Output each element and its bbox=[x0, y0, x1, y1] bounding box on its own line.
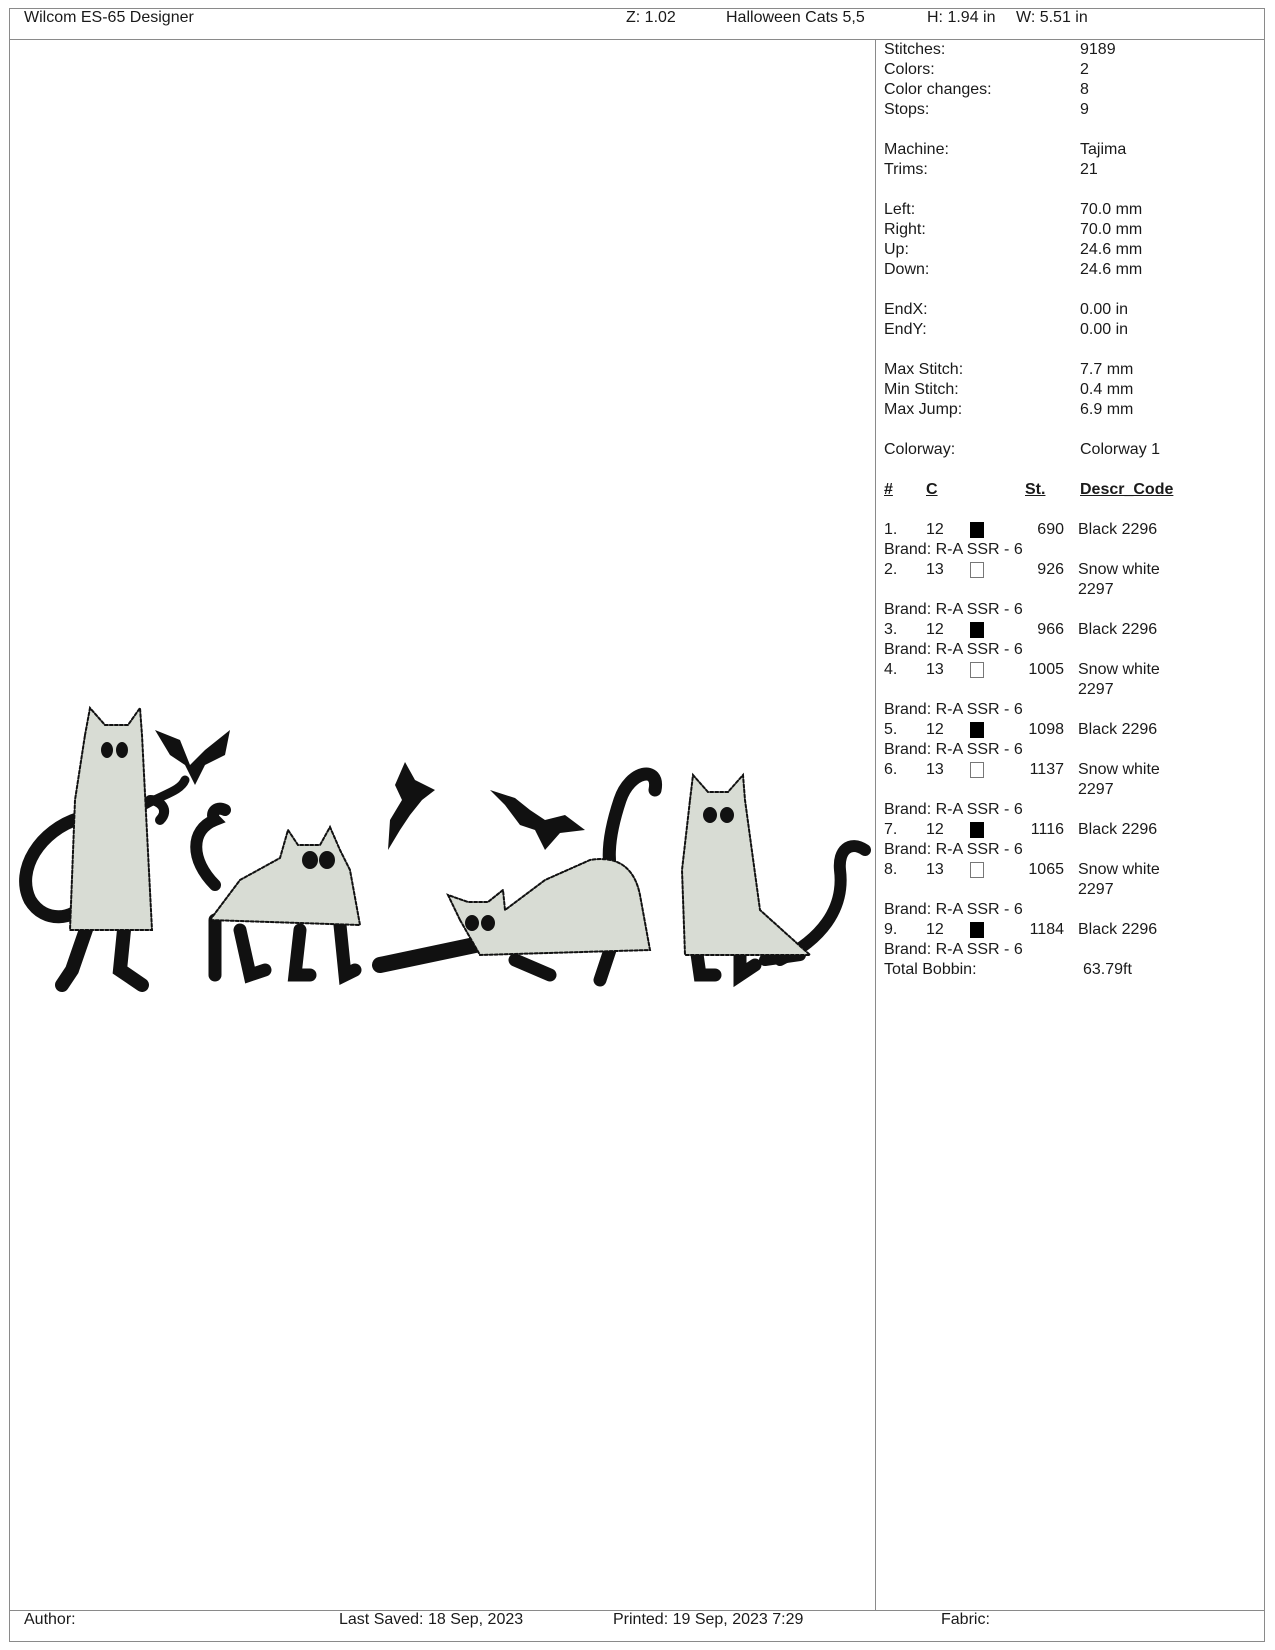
thread-swatch bbox=[970, 822, 984, 838]
design-height: H: 1.94 in bbox=[927, 9, 996, 26]
color-row-8: 8. 13 1065 Snow white bbox=[884, 861, 1160, 878]
descr-code-8: 2297 bbox=[1078, 881, 1114, 898]
color-table-header: # C St. Descr_Code bbox=[884, 481, 1174, 498]
ghost-cat-4 bbox=[682, 775, 865, 975]
brand-row-2: Brand: R-A SSR - 6 bbox=[884, 601, 1023, 618]
brand-row-6: Brand: R-A SSR - 6 bbox=[884, 801, 1023, 818]
embroidery-artwork bbox=[10, 40, 875, 1610]
ghost-cat-2 bbox=[196, 809, 360, 975]
bats bbox=[155, 730, 585, 850]
color-row-9: 9. 12 1184 Black 2296 bbox=[884, 921, 1158, 938]
footer-author: Author: bbox=[24, 1611, 76, 1628]
thread-swatch bbox=[970, 722, 984, 738]
color-row-5: 5. 12 1098 Black 2296 bbox=[884, 721, 1158, 738]
brand-row-3: Brand: R-A SSR - 6 bbox=[884, 641, 1023, 658]
design-width: W: 5.51 in bbox=[1016, 9, 1088, 26]
footer-printed: Printed: 19 Sep, 2023 7:29 bbox=[613, 1611, 804, 1628]
panel-divider bbox=[875, 39, 876, 1610]
color-row-4: 4. 13 1005 Snow white bbox=[884, 661, 1160, 678]
thread-swatch bbox=[970, 662, 984, 678]
app-title: Wilcom ES-65 Designer bbox=[24, 9, 194, 26]
zoom-level: Z: 1.02 bbox=[626, 9, 676, 26]
color-row-7: 7. 12 1116 Black 2296 bbox=[884, 821, 1158, 838]
brand-row-8: Brand: R-A SSR - 6 bbox=[884, 901, 1023, 918]
brand-row-7: Brand: R-A SSR - 6 bbox=[884, 841, 1023, 858]
design-preview bbox=[10, 40, 875, 1610]
thread-swatch bbox=[970, 762, 984, 778]
brand-row-4: Brand: R-A SSR - 6 bbox=[884, 701, 1023, 718]
color-row-1: 1. 12 690 Black 2296 bbox=[884, 521, 1158, 538]
descr-code-4: 2297 bbox=[1078, 681, 1114, 698]
brand-row-5: Brand: R-A SSR - 6 bbox=[884, 741, 1023, 758]
descr-code-6: 2297 bbox=[1078, 781, 1114, 798]
thread-swatch bbox=[970, 522, 984, 538]
descr-code-2: 2297 bbox=[1078, 581, 1114, 598]
color-row-2: 2. 13 926 Snow white bbox=[884, 561, 1160, 578]
color-row-3: 3. 12 966 Black 2296 bbox=[884, 621, 1158, 638]
total-bobbin: Total Bobbin: 63.79ft bbox=[884, 961, 1132, 978]
design-name: Halloween Cats 5,5 bbox=[726, 9, 865, 26]
thread-swatch bbox=[970, 862, 984, 878]
footer-last-saved: Last Saved: 18 Sep, 2023 bbox=[339, 1611, 524, 1628]
brand-row-9: Brand: R-A SSR - 6 bbox=[884, 941, 1023, 958]
thread-swatch bbox=[970, 562, 984, 578]
thread-swatch bbox=[970, 622, 984, 638]
thread-swatch bbox=[970, 922, 984, 938]
ghost-cat-1 bbox=[26, 708, 185, 985]
footer-fabric: Fabric: bbox=[941, 1611, 990, 1628]
color-row-6: 6. 13 1137 Snow white bbox=[884, 761, 1160, 778]
brand-row-1: Brand: R-A SSR - 6 bbox=[884, 541, 1023, 558]
